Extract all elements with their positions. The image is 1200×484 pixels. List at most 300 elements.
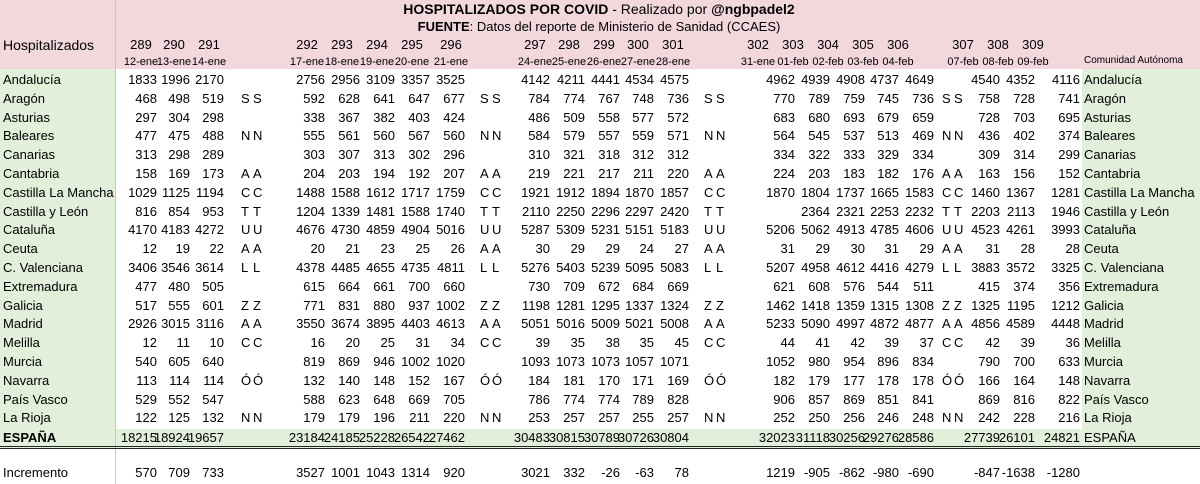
increment-cell: -847	[973, 465, 1000, 480]
table-cell: 730	[528, 278, 550, 294]
weekend-marker: N	[954, 128, 964, 144]
total-cell: 18924	[153, 430, 190, 445]
date-label: 28-ene	[655, 56, 691, 68]
table-cell: 403	[408, 109, 430, 125]
date-label: 17-ene	[289, 56, 325, 68]
table-cell: 700	[1013, 354, 1035, 369]
table-cell: 402	[1013, 128, 1035, 144]
date-label: 27-ene	[620, 56, 656, 68]
table-cell: 517	[135, 297, 157, 313]
date-label: 07-feb	[947, 56, 979, 68]
row-label-right: Galicia	[1084, 297, 1124, 313]
weekend-marker: Z	[480, 297, 488, 313]
table-cell: 906	[773, 391, 795, 407]
total-label-right: ESPAÑA	[1084, 430, 1136, 445]
table-cell: 382	[373, 109, 395, 125]
table-cell: 3116	[196, 316, 224, 332]
total-cell: 18215	[120, 430, 157, 445]
table-cell: 511	[913, 278, 934, 294]
table-cell: 313	[373, 147, 395, 163]
increment-cell: 570	[135, 465, 157, 480]
row-header: Hospitalizados	[3, 37, 95, 53]
table-cell: 296	[443, 147, 465, 163]
weekend-marker: A	[253, 166, 262, 181]
weekend-marker: N	[253, 410, 263, 426]
weekend-marker: N	[704, 410, 714, 426]
table-cell: 196	[373, 410, 395, 426]
table-cell: 661	[373, 278, 395, 294]
total-cell: 19657	[187, 430, 224, 445]
row-label-right: Asturias	[1084, 109, 1131, 125]
table-cell: 114	[203, 372, 224, 388]
date-label: 20-ene	[394, 56, 430, 68]
weekend-marker: A	[942, 316, 951, 332]
table-cell: 4441	[591, 72, 620, 87]
weekend-marker: L	[704, 260, 712, 275]
table-cell: 1002	[436, 297, 465, 313]
table-cell: 774	[563, 90, 585, 106]
table-cell: 1588	[401, 203, 430, 219]
table-cell: 5083	[660, 260, 689, 275]
table-cell: 468	[135, 90, 157, 106]
table-cell: 828	[667, 391, 689, 407]
increment-cell: 3527	[296, 465, 325, 480]
weekend-marker: C	[253, 335, 263, 351]
table-cell: 758	[978, 90, 1000, 106]
day-number: 294	[366, 37, 388, 52]
table-cell: 21	[345, 241, 360, 257]
table-cell: 3406	[128, 260, 157, 275]
table-cell: 148	[373, 372, 395, 388]
table-cell: 816	[1013, 391, 1035, 407]
table-cell: 774	[563, 391, 585, 407]
weekend-marker: C	[942, 184, 952, 200]
table-cell: 1212	[1051, 297, 1080, 313]
weekend-marker: Ó	[480, 372, 491, 388]
weekend-marker: T	[704, 203, 712, 219]
table-cell: 1588	[331, 184, 360, 200]
table-cell: 1308	[905, 297, 934, 313]
table-cell: 204	[303, 166, 325, 181]
table-cell: 312	[667, 147, 689, 163]
table-cell: 44	[780, 335, 795, 351]
weekend-marker: S	[704, 90, 713, 106]
table-cell: 4676	[296, 222, 325, 238]
table-cell: 1870	[625, 184, 654, 200]
day-number: 306	[887, 37, 909, 52]
table-cell: 436	[978, 128, 1000, 144]
weekend-marker: Z	[241, 297, 249, 313]
table-cell: 114	[169, 372, 190, 388]
table-cell: 31	[780, 241, 795, 257]
table-cell: 488	[202, 128, 224, 144]
table-cell: 24	[639, 241, 654, 257]
table-cell: 3614	[195, 260, 224, 275]
row-label-right: Baleares	[1084, 128, 1136, 144]
table-cell: 178	[912, 372, 934, 388]
table-cell: 42	[985, 335, 1000, 351]
increment-cell: -26	[601, 465, 620, 480]
row-label: Cataluña	[3, 222, 56, 238]
table-cell: 477	[135, 128, 157, 144]
increment-cell: -1280	[1046, 465, 1080, 480]
weekend-marker: A	[480, 316, 489, 332]
weekend-marker: A	[480, 166, 489, 181]
table-cell: 4606	[905, 222, 934, 238]
table-cell: 741	[1058, 90, 1080, 106]
weekend-marker: Ó	[253, 372, 264, 388]
table-cell: 664	[338, 278, 360, 294]
table-cell: 1073	[591, 354, 620, 369]
table-cell: 640	[202, 354, 224, 369]
day-number: 301	[662, 37, 684, 52]
weekend-marker: A	[704, 241, 713, 257]
table-cell: 181	[563, 372, 585, 388]
table-cell: 561	[338, 128, 360, 144]
table-cell: 559	[632, 128, 654, 144]
table-cell: 224	[773, 166, 795, 181]
table-cell: 540	[135, 354, 157, 369]
table-cell: 39	[535, 335, 550, 351]
weekend-marker: C	[492, 184, 502, 200]
row-label-right: Cantabria	[1084, 166, 1141, 181]
day-number: 305	[852, 37, 874, 52]
weekend-marker: A	[492, 166, 501, 181]
table-cell: 790	[978, 354, 1000, 369]
table-cell: 31	[884, 241, 899, 257]
table-cell: 641	[373, 90, 395, 106]
table-cell: 660	[443, 278, 465, 294]
table-cell: 2364	[801, 203, 830, 219]
increment-cell: -862	[838, 465, 865, 480]
table-cell: 29	[815, 241, 830, 257]
row-label-right: Madrid	[1084, 316, 1124, 332]
table-cell: 4534	[625, 72, 654, 87]
table-cell: 3550	[296, 316, 325, 332]
row-label: Andalucía	[3, 72, 61, 87]
increment-cell: 3021	[521, 465, 550, 480]
total-cell: 27462	[428, 430, 465, 445]
weekend-marker: A	[716, 241, 725, 257]
weekend-marker: A	[704, 316, 713, 332]
table-cell: 1093	[521, 354, 550, 369]
day-number: 307	[952, 37, 974, 52]
table-cell: 3109	[366, 72, 395, 87]
table-cell: 1665	[870, 184, 899, 200]
table-cell: 774	[598, 391, 620, 407]
table-cell: 5021	[625, 316, 654, 332]
date-label: 03-feb	[847, 56, 879, 68]
table-cell: 789	[632, 391, 654, 407]
table-cell: 164	[1013, 372, 1035, 388]
table-cell: 480	[168, 278, 190, 294]
weekend-marker: C	[954, 335, 964, 351]
table-cell: 5231	[591, 222, 620, 238]
weekend-marker: Z	[716, 297, 724, 313]
weekend-marker: A	[492, 241, 501, 257]
table-cell: 31	[985, 241, 1000, 257]
table-cell: 2296	[591, 203, 620, 219]
table-cell: 5016	[556, 316, 585, 332]
row-label-right: Andalucía	[1084, 72, 1142, 87]
weekend-marker: U	[253, 222, 263, 238]
table-cell: 36	[1065, 335, 1080, 351]
increment-cell: -1638	[1001, 465, 1035, 480]
table-cell: 544	[877, 278, 899, 294]
table-cell: 1339	[331, 203, 360, 219]
weekend-marker: C	[253, 184, 263, 200]
table-cell: 302	[408, 147, 430, 163]
table-cell: 1612	[366, 184, 395, 200]
table-cell: 169	[168, 166, 190, 181]
table-cell: 252	[773, 410, 795, 426]
weekend-marker: N	[241, 410, 251, 426]
table-cell: 298	[168, 147, 190, 163]
weekend-marker: N	[253, 128, 263, 144]
day-number: 309	[1022, 37, 1044, 52]
table-cell: 469	[912, 128, 934, 144]
total-cell: 23184	[288, 430, 325, 445]
table-cell: 869	[338, 354, 360, 369]
date-label: 25-ene	[551, 56, 587, 68]
table-cell: 1833	[128, 72, 157, 87]
table-cell: 4403	[401, 316, 430, 332]
row-label: Melilla	[3, 335, 40, 351]
weekend-marker: N	[704, 128, 714, 144]
weekend-marker: N	[942, 128, 952, 144]
table-cell: 309	[978, 147, 1000, 163]
weekend-marker: A	[716, 166, 725, 181]
table-cell: 35	[639, 335, 654, 351]
table-cell: 10	[209, 335, 224, 351]
row-label-right: Aragón	[1084, 90, 1126, 106]
table-cell: 2756	[296, 72, 325, 87]
table-cell: 333	[843, 147, 865, 163]
table-cell: 2956	[331, 72, 360, 87]
table-cell: 588	[303, 391, 325, 407]
table-cell: 557	[598, 128, 620, 144]
table-cell: 4540	[971, 72, 1000, 87]
table-cell: 4279	[905, 260, 934, 275]
table-cell: 1325	[971, 297, 1000, 313]
table-cell: 45	[674, 335, 689, 351]
table-cell: 621	[773, 278, 795, 294]
weekend-marker: U	[716, 222, 726, 238]
table-cell: 3674	[331, 316, 360, 332]
table-cell: 851	[877, 391, 899, 407]
table-cell: 1029	[128, 184, 157, 200]
table-cell: 314	[1013, 147, 1035, 163]
increment-cell: -690	[907, 465, 934, 480]
table-cell: 4730	[331, 222, 360, 238]
row-label: C. Valenciana	[3, 260, 83, 275]
table-cell: 256	[843, 410, 865, 426]
row-label-right: Murcia	[1084, 354, 1124, 369]
day-number: 297	[524, 37, 546, 52]
weekend-marker: T	[241, 203, 249, 219]
date-label: 04-feb	[882, 56, 914, 68]
weekend-marker: L	[241, 260, 249, 275]
table-cell: 672	[598, 278, 620, 294]
table-cell: 182	[773, 372, 795, 388]
table-cell: 4352	[1006, 72, 1035, 87]
table-cell: 4142	[521, 72, 550, 87]
table-cell: 374	[1058, 128, 1080, 144]
total-cell: 32023	[758, 430, 795, 445]
weekend-marker: U	[480, 222, 490, 238]
increment-cell: -980	[872, 465, 899, 480]
table-cell: 12	[142, 241, 157, 257]
table-cell: 513	[877, 128, 899, 144]
table-cell: 519	[202, 90, 224, 106]
table-cell: 1996	[161, 72, 190, 87]
table-cell: 560	[373, 128, 395, 144]
table-cell: 4613	[436, 316, 465, 332]
table-cell: 4575	[660, 72, 689, 87]
increment-cell: 1219	[766, 465, 795, 480]
table-cell: 786	[528, 391, 550, 407]
table-cell: 560	[443, 128, 465, 144]
weekend-marker: A	[241, 316, 250, 332]
table-cell: 854	[168, 203, 190, 219]
table-cell: 152	[408, 372, 430, 388]
total-cell: 25228	[358, 430, 395, 445]
total-cell: 30804	[652, 430, 689, 445]
table-cell: 4939	[801, 72, 830, 87]
table-cell: 1462	[766, 297, 795, 313]
weekend-marker: C	[492, 335, 502, 351]
table-cell: 552	[168, 391, 190, 407]
row-label: Castilla y León	[3, 203, 89, 219]
weekend-marker: A	[241, 241, 250, 257]
table-cell: 176	[912, 166, 934, 181]
table-cell: 1194	[196, 184, 224, 200]
table-cell: 677	[443, 90, 465, 106]
table-cell: 1281	[556, 297, 585, 313]
table-cell: 659	[912, 109, 934, 125]
table-cell: 3525	[436, 72, 465, 87]
table-cell: 693	[843, 109, 865, 125]
table-cell: 257	[667, 410, 689, 426]
table-cell: 2420	[660, 203, 689, 219]
table-cell: 572	[667, 109, 689, 125]
table-cell: 558	[598, 109, 620, 125]
table-cell: 4183	[161, 222, 190, 238]
table-cell: 25	[415, 241, 430, 257]
table-cell: 486	[528, 109, 550, 125]
total-cell: 30789	[583, 430, 620, 445]
table-cell: 192	[408, 166, 430, 181]
table-cell: 1002	[401, 354, 430, 369]
table-cell: 5233	[766, 316, 795, 332]
table-cell: 298	[202, 109, 224, 125]
table-cell: 2203	[971, 203, 1000, 219]
table-cell: 1418	[801, 297, 830, 313]
table-cell: 633	[1058, 354, 1080, 369]
weekend-marker: T	[480, 203, 488, 219]
table-cell: 253	[528, 410, 550, 426]
table-cell: 4737	[870, 72, 899, 87]
table-cell: 545	[808, 128, 830, 144]
table-cell: 39	[884, 335, 899, 351]
table-cell: 242	[978, 410, 1000, 426]
row-label: Madrid	[3, 316, 43, 332]
date-label: 19-ene	[359, 56, 395, 68]
weekend-marker: C	[241, 184, 251, 200]
table-cell: 257	[563, 410, 585, 426]
table-cell: 20	[310, 241, 325, 257]
weekend-marker: Ó	[942, 372, 953, 388]
total-underline	[0, 446, 1200, 447]
row-label: Extremadura	[3, 278, 78, 294]
weekend-marker: Z	[942, 297, 950, 313]
day-number: 293	[331, 37, 353, 52]
source-line: FUENTE: Datos del reporte de Ministerio de Sanidad (CCAES)	[417, 19, 781, 34]
weekend-marker: C	[716, 335, 726, 351]
table-cell: 5287	[521, 222, 550, 238]
table-cell: 669	[408, 391, 430, 407]
table-cell: 1921	[521, 184, 550, 200]
weekend-marker: A	[954, 166, 963, 181]
table-cell: 1870	[766, 184, 795, 200]
table-cell: 5206	[766, 222, 795, 238]
row-label: Cantabria	[3, 166, 60, 181]
table-cell: 4811	[437, 260, 465, 275]
table-cell: 148	[1058, 372, 1080, 388]
row-label-right: Navarra	[1084, 372, 1131, 388]
table-cell: 4913	[836, 222, 865, 238]
table-cell: 1759	[436, 184, 465, 200]
table-cell: 23	[380, 241, 395, 257]
table-cell: 182	[877, 166, 899, 181]
table-cell: 954	[843, 354, 865, 369]
table-cell: 5151	[625, 222, 654, 238]
weekend-marker: Ó	[716, 372, 727, 388]
table-cell: 152	[1058, 166, 1080, 181]
table-cell: 4958	[801, 260, 830, 275]
table-cell: 1946	[1051, 203, 1080, 219]
table-cell: 30	[850, 241, 865, 257]
table-cell: 937	[408, 297, 430, 313]
table-cell: 1912	[556, 184, 585, 200]
table-cell: 555	[303, 128, 325, 144]
date-label: 09-feb	[1017, 56, 1049, 68]
table-cell: 39	[1020, 335, 1035, 351]
table-cell: 4485	[331, 260, 360, 275]
table-cell: 255	[632, 410, 654, 426]
weekend-marker: Ó	[492, 372, 503, 388]
weekend-marker: Ó	[704, 372, 715, 388]
date-label: 13-ene	[156, 56, 192, 68]
weekend-marker: C	[716, 184, 726, 200]
weekend-marker: S	[241, 90, 250, 106]
table-cell: 4908	[836, 72, 865, 87]
increment-cell: -905	[803, 465, 830, 480]
table-cell: 3325	[1051, 260, 1080, 275]
weekend-marker: L	[716, 260, 724, 275]
day-number: 295	[401, 37, 423, 52]
row-label-right: Cataluña	[1084, 222, 1137, 238]
table-cell: 203	[338, 166, 360, 181]
table-cell: 3993	[1051, 222, 1080, 238]
table-cell: 248	[912, 410, 934, 426]
table-cell: 3015	[161, 316, 190, 332]
weekend-marker: A	[241, 166, 250, 181]
weekend-marker: A	[704, 166, 713, 181]
weekend-marker: A	[253, 241, 262, 257]
table-cell: 771	[303, 297, 325, 313]
table-cell: 4904	[401, 222, 430, 238]
